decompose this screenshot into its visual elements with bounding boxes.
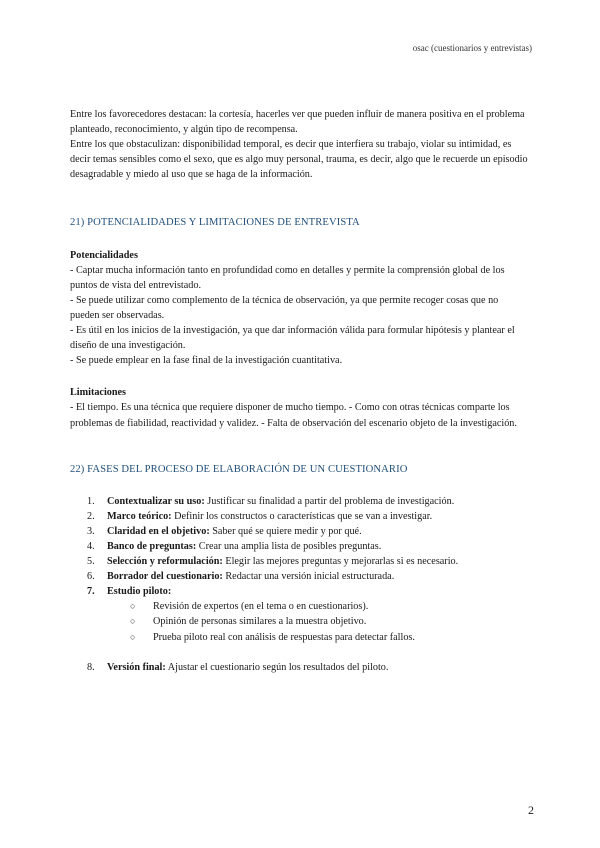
phase-term: Borrador del cuestionario: bbox=[107, 571, 223, 583]
phase-term: Estudio piloto: bbox=[107, 586, 172, 598]
phase-term: Marco teórico: bbox=[107, 510, 172, 522]
intro-paragraph-obstaculizan: Entre los que obstaculizan: disponibilidad temporal, es decir que interfiera su trabajo, violar su intimidad, es decir temas sensibles como el sexo, que es algo muy personal, trauma, es decir, algo que le recuerde un episodio desagradable y miedo al uso que se haga de la información. bbox=[70, 139, 528, 181]
phase-number: 6. bbox=[87, 571, 95, 583]
phase-term: Selección y reformulación: bbox=[107, 556, 223, 568]
phase-item-estudio-piloto bbox=[70, 584, 530, 644]
circle-bullet-icon: ○ bbox=[130, 616, 136, 627]
pilot-item-text: Prueba piloto real con análisis de respuestas para detectar fallos. bbox=[153, 631, 415, 643]
pilot-item bbox=[107, 630, 530, 645]
phase-number: 2. bbox=[87, 510, 95, 522]
potencialidad-item: - Se puede utilizar como complemento de la técnica de observación, ya que permite recoger cosas que no pueden ser observadas. bbox=[70, 294, 499, 321]
phase-item bbox=[70, 539, 530, 554]
pilot-item-text: Revisión de expertos (en el tema o en cuestionarios). bbox=[153, 601, 369, 613]
pilot-sublist bbox=[107, 599, 530, 644]
potencialidad-item: - Es útil en los inicios de la investigación, ya que dar información válida para formular hipótesis y plantear el diseño de una investigación. bbox=[70, 325, 515, 352]
phase-description: Definir los constructos o características que se van a investigar. bbox=[171, 510, 433, 522]
phase-description: Crear una amplia lista de posibles preguntas. bbox=[196, 540, 382, 552]
phase-number: 7. bbox=[87, 586, 95, 598]
phase-number: 4. bbox=[87, 540, 95, 552]
limitaciones-heading: Limitaciones bbox=[70, 387, 127, 399]
section-22-heading: 22) FASES DEL PROCESO DE ELABORACIÓN DE UN CUESTIONARIO bbox=[70, 463, 408, 475]
phase-term: Contextualizar su uso: bbox=[107, 495, 205, 507]
potencialidades-block bbox=[70, 248, 530, 369]
phase-item bbox=[70, 554, 530, 569]
circle-bullet-icon: ○ bbox=[130, 631, 136, 642]
phase-description: Elegir las mejores preguntas y mejorarlas si es necesario. bbox=[222, 556, 459, 568]
phase-number: 8. bbox=[87, 661, 95, 673]
phase-item bbox=[70, 569, 530, 584]
phase-item bbox=[70, 524, 530, 539]
phase-item-version-final bbox=[70, 660, 530, 675]
running-header: osac (cuestionarios y entrevistas) bbox=[412, 43, 532, 53]
phase-number: 1. bbox=[87, 495, 95, 507]
pilot-item-text: Opinión de personas similares a la muestra objetivo. bbox=[153, 616, 367, 628]
phase-number: 3. bbox=[87, 525, 95, 537]
phase-description: Saber qué se quiere medir y por qué. bbox=[209, 525, 362, 537]
phase-description: Justificar su finalidad a partir del problema de investigación. bbox=[204, 495, 455, 507]
limitaciones-block bbox=[70, 385, 530, 430]
phase-term: Versión final: bbox=[107, 661, 166, 673]
page-content bbox=[70, 107, 530, 675]
phase-description: Ajustar el cuestionario según los resultados del piloto. bbox=[165, 661, 389, 673]
page-number: 2 bbox=[528, 803, 534, 817]
phase-number: 5. bbox=[87, 556, 95, 568]
phase-item bbox=[70, 494, 530, 509]
circle-bullet-icon: ○ bbox=[130, 601, 136, 612]
limitaciones-text: - El tiempo. Es una técnica que requiere disponer de mucho tiempo. - Como con otras técnicas comparte los problemas de fiabilidad, reactividad y validez. - Falta de observación del escenario objeto de la investigación. bbox=[70, 402, 517, 429]
potencialidad-item: - Se puede emplear en la fase final de la investigación cuantitativa. bbox=[70, 355, 343, 367]
intro-paragraph-favorecedores: Entre los favorecedores destacan: la cortesía, hacerles ver que pueden influir de manera positiva en el problema planteado, reconocimiento, y algún tipo de recompensa. bbox=[70, 109, 525, 136]
phase-description: Redactar una versión inicial estructurada. bbox=[222, 571, 395, 583]
phase-term: Claridad en el objetivo: bbox=[107, 525, 210, 537]
pilot-item bbox=[107, 614, 530, 629]
section-21-heading: 21) POTENCIALIDADES Y LIMITACIONES DE ENTREVISTA bbox=[70, 217, 360, 229]
potencialidad-item: - Captar mucha información tanto en profundidad como en detalles y permite la comprensión global de los puntos de vista del entrevistado. bbox=[70, 264, 505, 291]
phase-term: Banco de preguntas: bbox=[107, 540, 197, 552]
phase-item bbox=[70, 509, 530, 524]
pilot-item bbox=[107, 599, 530, 614]
potencialidades-heading: Potencialidades bbox=[70, 249, 138, 261]
phases-list bbox=[70, 494, 530, 675]
